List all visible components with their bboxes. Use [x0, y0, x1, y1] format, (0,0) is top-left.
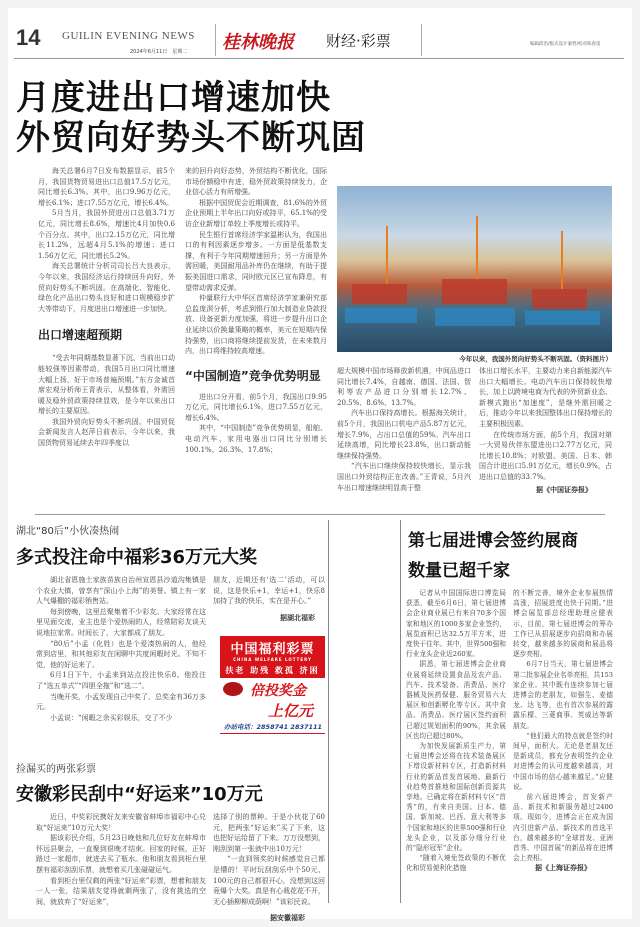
- paragraph: “他们最大的特点就是签约时间早，面积大。无论是老朋友还是新成员，都充分表明签约企业对进博会的认可度越来越高，对中国市场的信心越来越足。”应健说。: [513, 731, 613, 791]
- ad-phone-label: 办站电话：: [224, 723, 257, 731]
- paragraph: 6月1日下午，小孟来到站点投注快乐8。他投注了“选五单式”“四胆全拖”和“选二”。: [36, 671, 206, 690]
- paragraph: 为加快发展新质生产力，第七届进博会还将在技术装备展区下增设新材料专区，打造新材料行业的新品首发首展地、最新行业趋势首推地和国际创新资源共享地。已确定将在新材料专区“首秀”的，有来自美国、日本、德国、新加坡、巴西、意大利等多个国家和地区的世界500强和行业龙头企业，以及部分细分行业的“隐形冠军”企业。: [406, 742, 506, 853]
- divider: [215, 24, 216, 56]
- ad-banner: [220, 636, 325, 678]
- article-source: 据《上海证券报》: [535, 864, 591, 873]
- expo-column-1: [406, 588, 506, 874]
- paragraph: 近日，中奖彩民携好友来安徽省蚌埠市福彩中心兑取“好运来”10万元大奖！: [36, 813, 206, 832]
- paragraph: 其中，“中国制造”竞争优势明显，船舶、电动汽车、家用电器出口同比分别增长100.1%、26.3%、17.8%；: [185, 424, 327, 454]
- port-container-photo: [337, 186, 612, 352]
- paragraph: 海关总署统计分析司司长吕大良表示，今年以来，我国经济运行持续回升向好，外贸向好势头不断巩固。在高端化、智能化、绿色化产品出口势头良好和进口规模稳步扩大等带动下，月度进出口增速进一步加快。: [38, 262, 175, 313]
- column-divider: [328, 520, 329, 903]
- paragraph: 选择了别的票种。于是小伙花了60元，把两张“好运来”买了下来，这也把好运给留了下来。万万没想到，刚刮到第一张就中出10万元！: [213, 813, 325, 853]
- paragraph: 进出口分开看，前5个月，我国出口9.95万亿元，同比增长6.1%，进口7.55万亿元，增长6.4%。: [185, 392, 327, 422]
- paragraph: 据悉，第七届进博会企业商业展将延续设置食品及农产品、汽车、技术装备、消费品、医疗器械及医药保健、服务贸易六大展区和创新孵化等专区。其中食品、消费品、医疗展区签约面积已超过规划面积的90%，其余展区也均已超过80%。: [406, 660, 506, 740]
- photo-caption: 今年以来，我国外贸向好势头不断巩固。（资料图片）: [459, 355, 612, 363]
- section-divider: [35, 514, 605, 515]
- paragraph: 看到柜台里仅剩的两张“好运来”彩票，想着和朋友一人一张，结果朋友觉得就剩两张了，没有挑选的空间，就放弃了“好运来”，: [36, 876, 206, 906]
- lottery2-column-2: [213, 812, 325, 923]
- article-source: 据安徽福彩: [270, 914, 305, 923]
- lead-column-4: [479, 366, 612, 495]
- lottery1-column-1: [36, 575, 206, 723]
- lead-column-3: [337, 366, 471, 493]
- paragraph: 根据中国贸促会近期调查，81.6%的外贸企业预期上半年出口向好或持平，65.1%的受访企业新增订单较上季度增长或持平。: [185, 198, 327, 228]
- subhead: “中国制造”竞争优势明显: [185, 368, 321, 383]
- paragraph: 在传统市场方面，前5个月，我国对第一大贸易伙伴东盟进出口2.77万亿元，同比增长10.8%；对欧盟、美国、日本、韩国合计进出口5.91万亿元，增长0.9%，占进出口总值的33.7%。: [479, 430, 612, 481]
- paragraph: 来的回升向好态势，外贸结构不断优化，国际市场份额稳中有进，稳外贸政策持续发力，企业信心活力有所增强。: [185, 167, 327, 197]
- lottery2-kicker: 捡漏买的两张彩票: [16, 764, 96, 775]
- paper-logo: 桂林晚报: [222, 32, 294, 53]
- newspaper-page: [8, 8, 632, 923]
- paragraph: 当晚开奖，小孟发现自己中奖了，总奖金有36万多元。: [36, 692, 206, 712]
- paragraph: 湖北省恩施土家族苗族自治州宣恩县沙道沟集镇是个农业大镇，曾享有“深山小上海”的美誉。镇上有一家人气爆棚的福彩销售站。: [36, 576, 206, 606]
- paragraph: 小孟说：“闲暇之余买彩娱乐，交了不少: [50, 713, 173, 722]
- paragraph: 我国外贸向好势头不断巩固。中国贸促会新闻发言人赵萍日前表示，今年以来，我国货物贸易延续去年四季度以: [38, 417, 175, 448]
- ad-promo-line-2: 上亿元: [268, 702, 314, 720]
- ad-promo: [220, 678, 325, 722]
- editor-credits: 编辑邱浩/版式设计秦哲/校对陈春雷: [530, 42, 601, 47]
- ad-phone: [220, 722, 325, 734]
- ad-phone-number: 2858741 2837111: [256, 723, 323, 731]
- lottery1-headline: 多式投注命中福彩36万元大奖: [16, 547, 258, 568]
- paragraph: “80后”小孟（化姓）也是个爱凑热闹的人，他经常到店里，和其他彩友在闲聊中共度闲暇时光。不知不觉，他的好运来了。: [36, 639, 206, 669]
- paragraph: “汽车出口继续保持较快增长，显示我国出口外贸结构正在改善。”王青说，5月汽车出口增速继续明显高于整: [337, 462, 471, 492]
- port-illustration: [337, 186, 612, 352]
- paragraph: 5月当月，我国外贸进出口总值3.71万亿元，同比增长8.6%，增速比4月加快0.6个百分点。其中，出口2.15万亿元，同比增长11.2%，远超4月5.1%的增速；进口1.56万亿元，同比增长5.2%。: [38, 209, 175, 260]
- lottery2-column-1: [36, 812, 206, 907]
- expo-headline: [408, 526, 578, 586]
- paragraph: 体出口增长水平，主要动力来自新能源汽车出口大幅增长。电动汽车出口保持较快增长，加上以跨境电商为代表的外贸新业态、新模式跑出“加速度”，是继外需回暖之后，推动今年以来我国整体出口保持增长的主要积极因素。: [479, 367, 612, 428]
- paragraph: “一直到领奖的时候感觉自己都是懵的！平时玩刮刮乐中个50元、100元的自己都很开心，没想到这回竟爆个大奖。真是有心栽花花不开，无心插柳柳成荫啊！”该彩民说。: [213, 855, 325, 906]
- paragraph: 前六届进博会，首发新产品、新技术和新服务超过2400项。现如今，进博会正在成为国内引进新产品、新技术的首选平台，越来越多的“全球首发、亚洲首秀、中国首展”的新品将在进博会上亮相。: [513, 793, 613, 863]
- paragraph: 仲量联行大中华区首席经济学家兼研究部总监庞溟分析，考虑到银行加大制造业贷款投放、设备更新力度加强，将进一步提升出口企业延续以价换量策略的概率，美元在短期内保持强势，出口商将继续提前发货，在未来数月内，出口将维持较高增速。: [185, 294, 327, 356]
- divider: [421, 24, 422, 56]
- subhead: 出口增速超预期: [38, 328, 123, 343]
- paragraph: 民生银行首席经济学家温彬认为，我国出口的有利因素逐步增多。一方面是低基数支撑，有利于今年同期增速回升；另一方面是外需回暖，美国耐用品补库仍在继续，有助于提振美国进口需求，同时欧元区已宣布降息，有望带动需求反弹。: [185, 230, 327, 292]
- paragraph: 据该彩民介绍，5月23日晚他和几位好友在蚌埠市怀远县聚会，一直聚到很晚才结束。回家的时候，正好路过一家超市，就进去买了瓶水。他和朋友看到柜台里摆有福彩刮刮乐票，就想着买几张碰碰运气。: [36, 834, 206, 874]
- ad-slogan: 扶老 助残 救孤 济困: [225, 666, 320, 675]
- headline-line-1: 第七届进博会签约展商: [408, 531, 578, 551]
- lottery1-kicker: 湖北“80后”小伙凑热闹: [16, 526, 120, 537]
- column-divider: [400, 520, 401, 903]
- paragraph: 6月7日当天，第七届进博会第二批参展企业名单亮相，共153家企业。其中既有连续参加七届进博会的老朋友，如强生、麦德龙、达飞等，也有首次参展的露露乐檬、三菱商事、英威达等新朋友。: [513, 660, 613, 730]
- paragraph: 记者从中国国际进口博览局获悉，截至6月6日，第七届进博会企业商业展已有来自70多个国家和地区的1000多家企业签约，展览面积已达32.5万平方米，进度快于往年。其中，世界500强和行业龙头企业近260家。: [406, 589, 506, 659]
- headline-line-2: 外贸向好势头不断巩固: [16, 118, 366, 158]
- lead-column-1: [38, 166, 175, 449]
- page-number: 14: [16, 25, 41, 50]
- paragraph: 的不断完善，境外企业参展热情高涨，招展进度也快于同期。”进博会展览部总经理助理应健表示，目前，第七届进博会的筹办工作已从招展逐步向招商和办展转变，越来越多的展商和展品将逐步亮相。: [513, 589, 613, 659]
- expo-column-2: [513, 588, 613, 873]
- header-rule: [14, 58, 624, 59]
- paragraph: 超大规模中国市场释放新机遇，中间品进口同比增长7.4%，自越南、德国、法国、智利等农产品进口分别增长12.7%、20.5%、8.6%、13.7%。: [337, 367, 471, 407]
- ad-brand-en: CHINA WELFARE LOTTERY: [233, 657, 312, 662]
- issue-date: 2024年6月11日 星期二: [130, 49, 188, 55]
- lottery2-headline: 安徽彩民刮中“好运来”10万元: [16, 784, 263, 805]
- ad-brand: 中国福利彩票: [230, 642, 315, 657]
- paragraph: “受去年同期基数显著下沉、当前出口动能较强等因素带动，我国5月出口同比增速大幅上扬，好于市场普遍预期。”东方金诚首席宏观分析师王青表示，从整体看，外需回暖及稳外贸政策持续显效，是今年以来出口增长的主要原因。: [38, 354, 175, 416]
- lottery1-column-2: [213, 575, 325, 623]
- article-source: 据湖北福彩: [280, 613, 315, 622]
- paragraph: 每到傍晚，这里总聚集着不少彩友。大家经常在这里见面交流，业主也是个爱热闹的人，经常陪彩友谈天说地拉家常。时间长了，大家都成了朋友。: [36, 607, 206, 637]
- paragraph: “随着入境免签政策的不断优化和贸易便利化措施: [406, 854, 506, 873]
- paper-english-name: GUILIN EVENING NEWS: [62, 30, 195, 42]
- lead-column-2: [185, 166, 327, 455]
- paragraph: 汽车出口保持高增长。根据海关统计，前5个月，我国出口机电产品5.87万亿元，增长7.9%，占出口总值的59%。汽车出口延续高增，同比增长23.8%，出口新动能继续保持强势。: [337, 409, 471, 460]
- welfare-lottery-ad: [220, 636, 325, 736]
- article-source: 据《中国证券报》: [536, 485, 592, 494]
- section-title: 财经·彩票: [326, 32, 391, 50]
- lottery-ball-icon: [223, 682, 243, 696]
- lead-headline: [16, 78, 366, 158]
- headline-line-2: 数量已超千家: [408, 561, 510, 581]
- headline-line-1: 月度进出口增速加快: [16, 78, 331, 118]
- ad-promo-line-1: 倍投奖金: [250, 683, 306, 699]
- paragraph: 朋友，近期还有‘选二’活动，可以说，这是快乐+1，幸运+1，快乐8加持了我的快乐，实在是开心。”: [213, 576, 325, 606]
- paragraph: 海关总署6月7日发布数据显示，前5个月，我国货物贸易进出口总值17.5万亿元，同比增长6.3%。其中，出口9.96万亿元，增长6.1%；进口7.55万亿元，增长6.4%。: [38, 167, 175, 207]
